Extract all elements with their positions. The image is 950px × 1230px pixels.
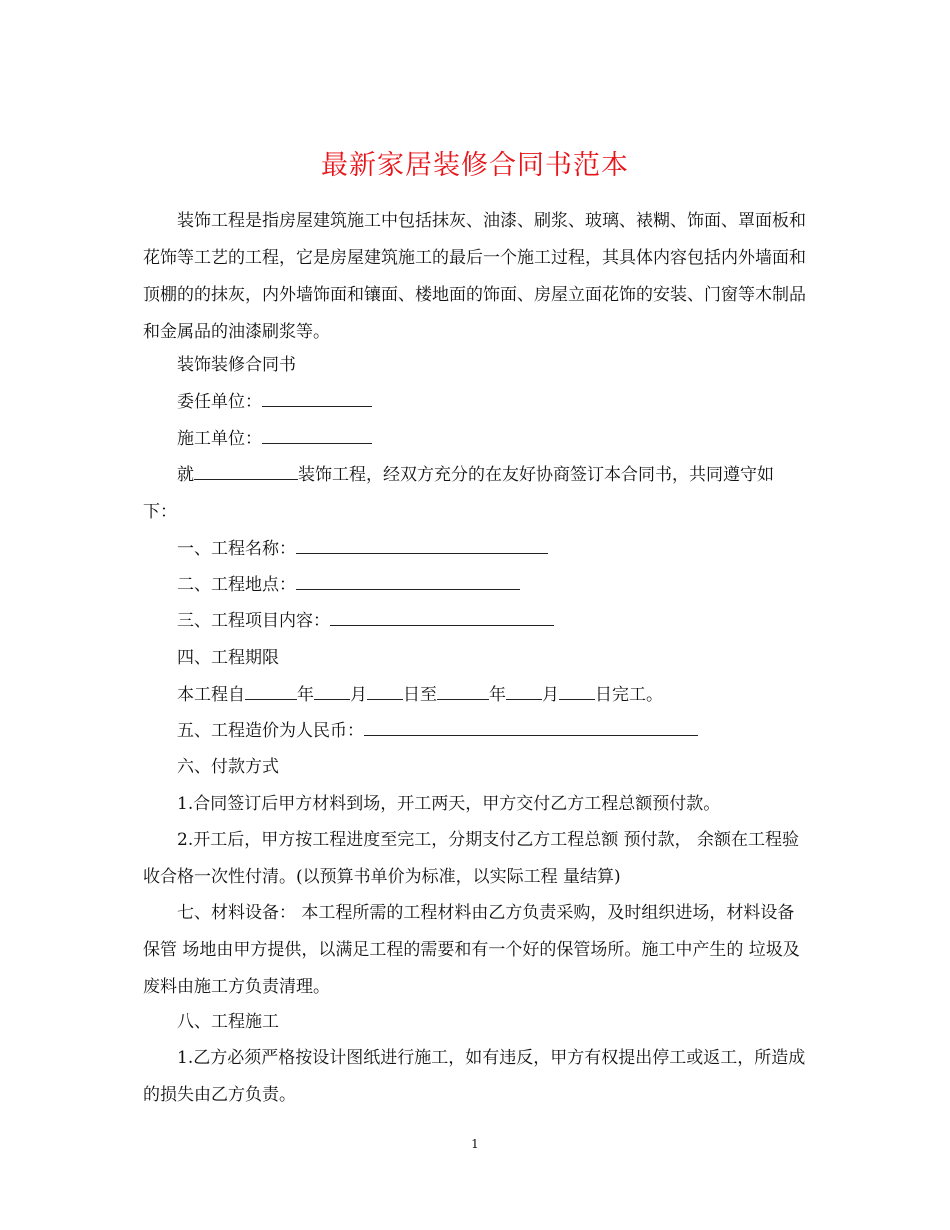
project-content-blank: [330, 609, 554, 626]
item-project-content-label: 三、工程项目内容：: [177, 611, 330, 631]
project-blank: [194, 463, 298, 480]
agreement-paragraph: [143, 457, 807, 531]
day-blank-2: [559, 683, 595, 700]
project-cost-blank: [364, 719, 698, 736]
day-label-2: 日完工。: [595, 685, 663, 705]
year-label-1: 年: [297, 685, 314, 705]
client-blank: [262, 390, 372, 407]
intro-paragraph: 装饰工程是指房屋建筑施工中包括抹灰、油漆、刷浆、玻璃、裱糊、饰面、罩面板和花饰等工艺的工程，它是房屋建筑施工的最后一个施工过程，其具体内容包括内外墙面和顶棚的的抹灰，内外墙饰面和镶面、楼地面的饰面、房屋立面花饰的安装、门窗等木制品和金属品的油漆刷浆等。: [143, 211, 806, 342]
item-construction: 八、工程施工: [177, 1012, 279, 1032]
month-blank-1: [314, 683, 350, 700]
builder-blank: [262, 427, 372, 444]
item-project-cost: [177, 713, 698, 750]
period-from: 本工程自: [177, 685, 245, 705]
payment-clause-1: 1.合同签订后甲方材料到场，开工两天，甲方交付乙方工程总额预付款。: [177, 794, 721, 814]
materials-clause: 七、材料设备： 本工程所需的工程材料由乙方负责采购，及时组织进场，材料设备保管 场地由甲方提供，以满足工程的需要和有一个好的保管场所。施工中产生的 垃圾及废料由施工方负责清理。: [143, 903, 800, 997]
month-label-2: 月: [542, 685, 559, 705]
item-project-cost-label: 五、工程造价为人民币：: [177, 721, 364, 741]
builder-label: 施工单位：: [177, 429, 262, 449]
agreement-text: 装饰工程，经双方充分的在友好协商签订本合同书，共同遵守如下：: [143, 465, 774, 522]
agreement-prefix: 就: [177, 465, 194, 485]
item-project-location-label: 二、工程地点：: [177, 575, 296, 595]
document-title: 最新家居装修合同书范本: [321, 150, 629, 182]
day-blank-1: [367, 683, 403, 700]
month-blank-2: [506, 683, 542, 700]
month-label-1: 月: [350, 685, 367, 705]
construction-clause-1: 1.乙方必须严格按设计图纸进行施工，如有违反，甲方有权提出停工或返工，所造成的损失由乙方负责。: [143, 1048, 806, 1105]
payment-clause-2: 2.开工后，甲方按工程进度至完工，分期支付乙方工程总额 预付款， 余额在工程验收合格一次性付清。(以预算书单价为标准，以实际工程 量结算): [143, 830, 800, 887]
item-project-name-label: 一、工程名称：: [177, 539, 296, 559]
period-line: [177, 677, 663, 714]
day-label-1: 日至: [403, 685, 437, 705]
item-project-name: [177, 531, 548, 568]
project-location-blank: [296, 573, 520, 590]
builder-line: [177, 421, 372, 458]
client-line: [177, 384, 372, 421]
year-blank-2: [437, 683, 489, 700]
page-number: 1: [471, 1137, 479, 1151]
year-label-2: 年: [489, 685, 506, 705]
contract-title: 装饰装修合同书: [177, 355, 296, 375]
item-project-period: 四、工程期限: [177, 648, 279, 668]
item-project-location: [177, 567, 520, 604]
item-project-content: [177, 603, 554, 640]
client-label: 委任单位：: [177, 392, 262, 412]
item-payment-method: 六、付款方式: [177, 757, 279, 777]
year-blank-1: [245, 683, 297, 700]
project-name-blank: [296, 537, 548, 554]
